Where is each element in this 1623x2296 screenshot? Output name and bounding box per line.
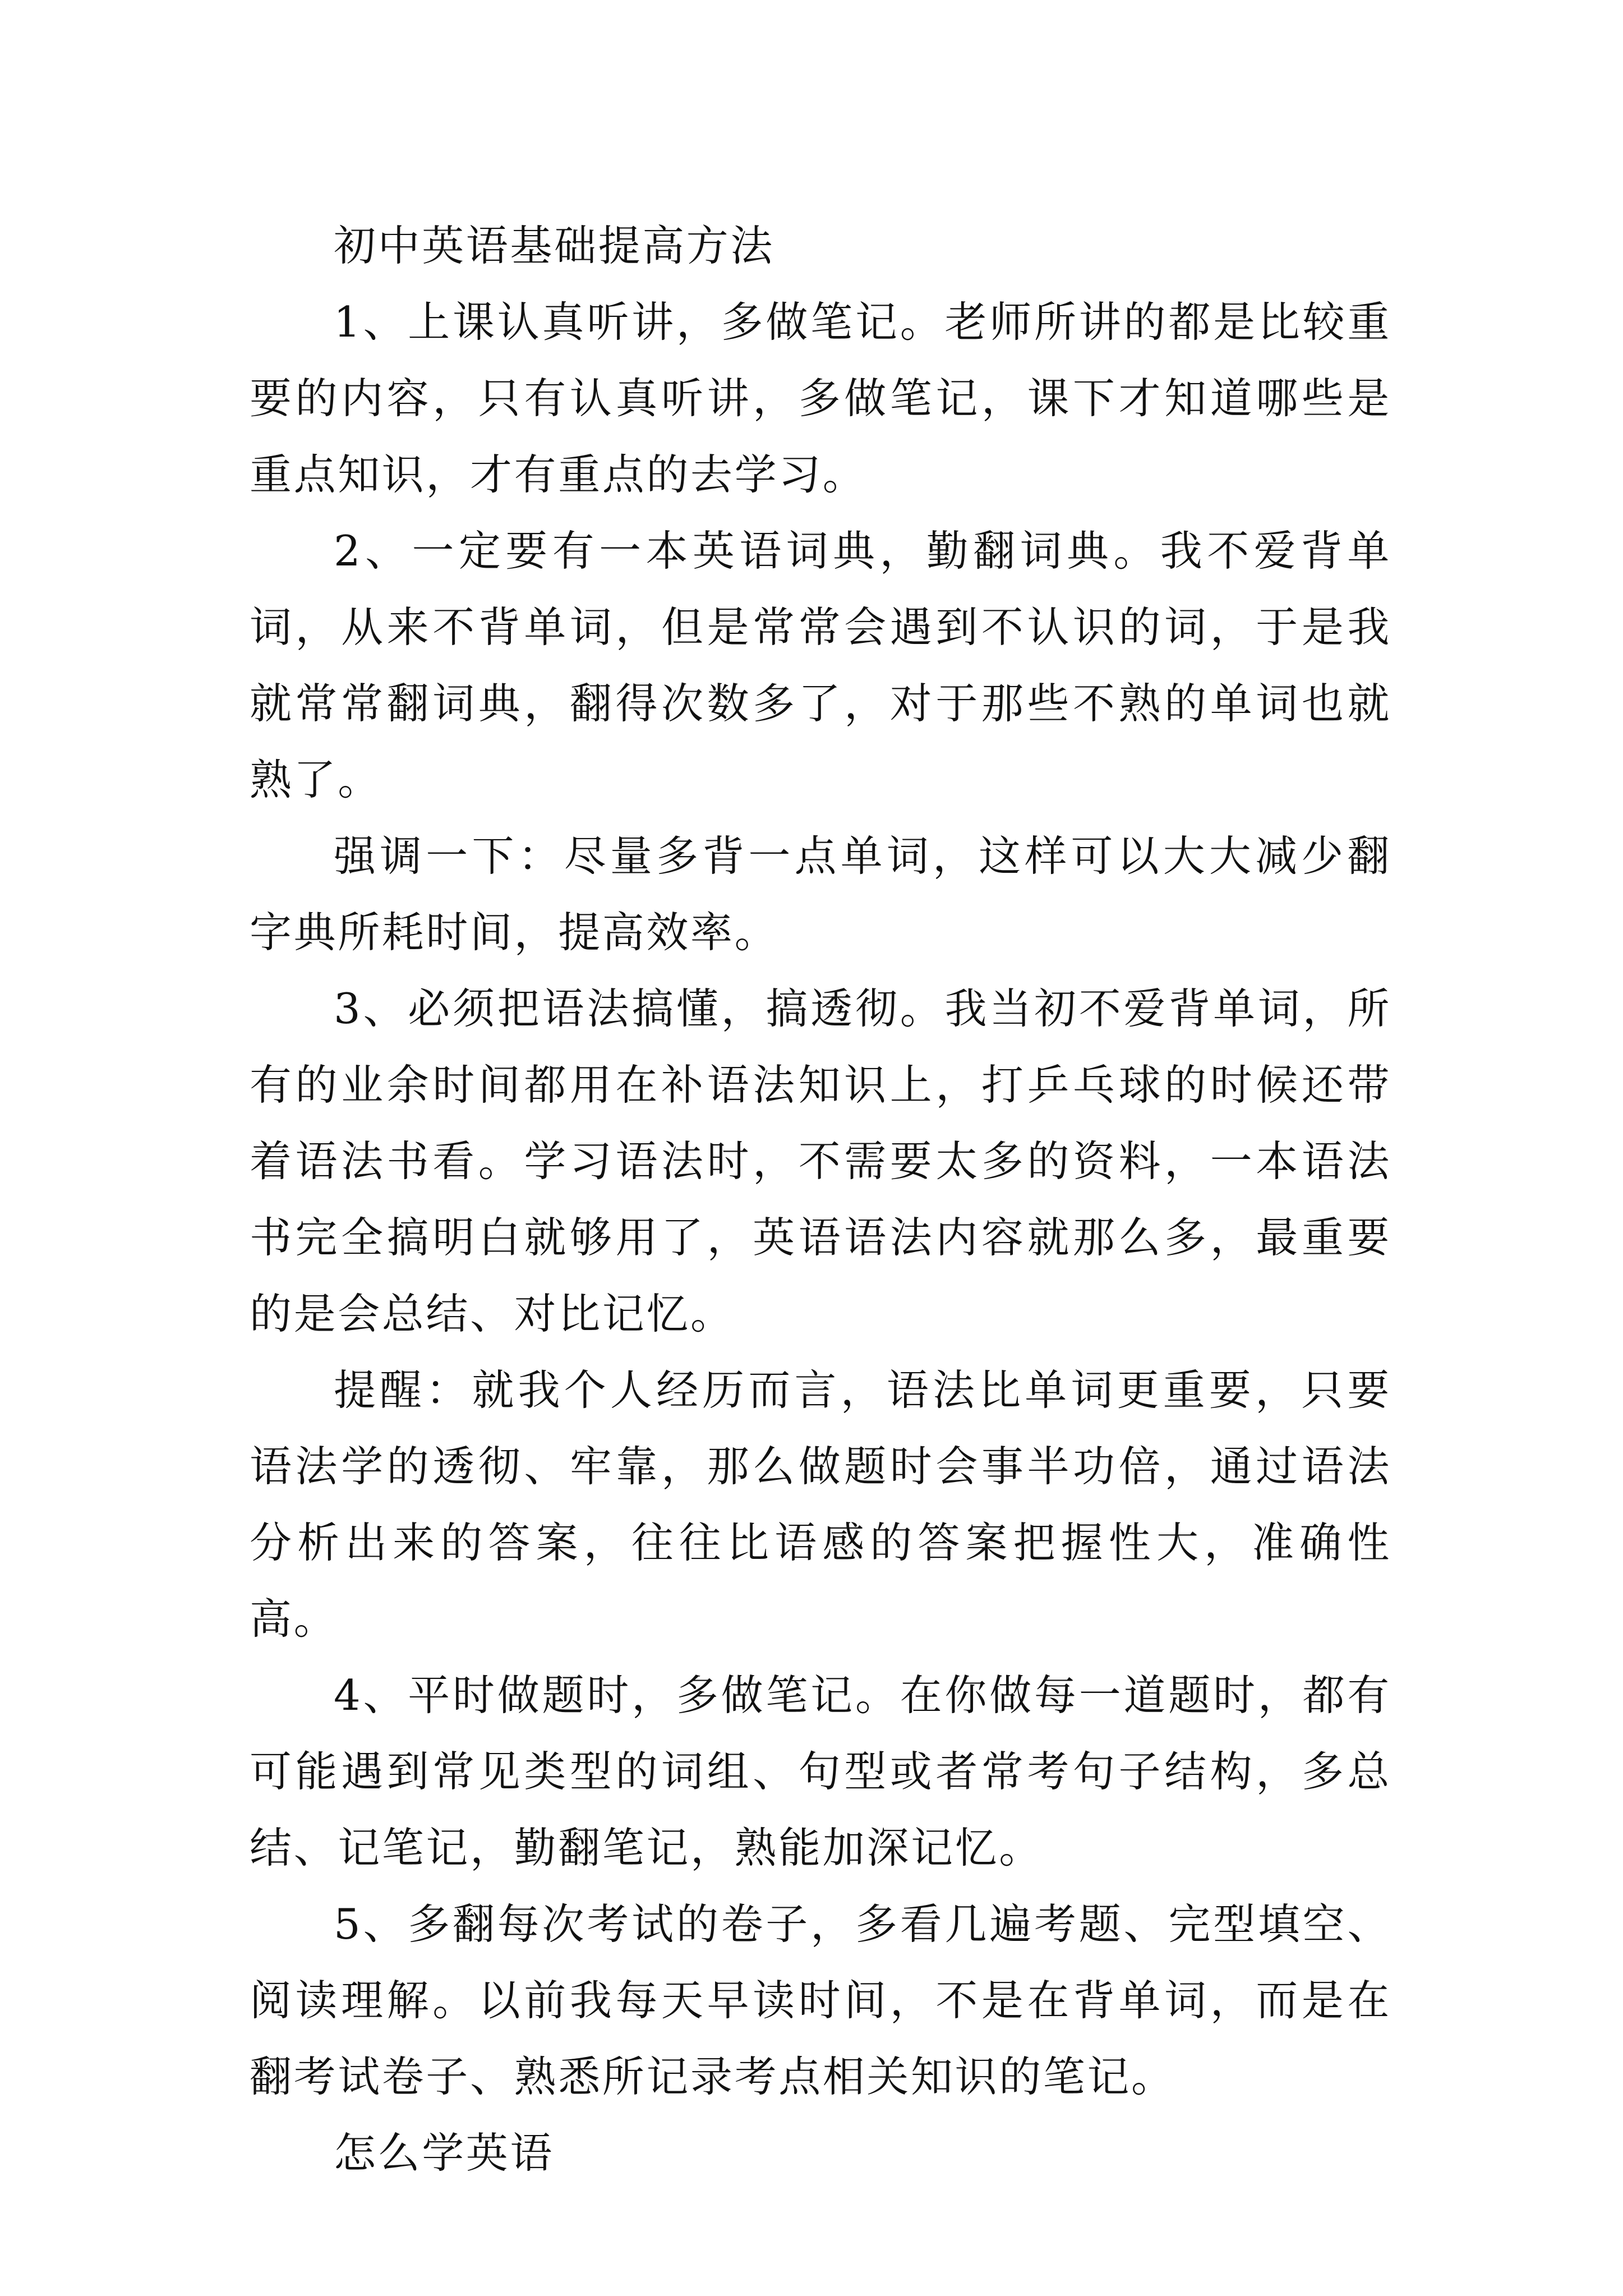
paragraph-5: 提醒：就我个人经历而言，语法比单词更重要，只要语法学的透彻、牢靠，那么做题时会事半功倍，通过语法分析出来的答案，往往比语感的答案把握性大，准确性高。 [250,1365,1391,1644]
document-body [250,208,1391,2191]
document-title: 初中英语基础提高方法 [334,221,775,270]
section-heading: 怎么学英语 [334,2128,555,2178]
paragraph-4: 3、必须把语法搞懂，搞透彻。我当初不爱背单词，所有的业余时间都用在补语法知识上，打乒乓球的时候还带着语法书看。学习语法时，不需要太多的资料，一本语法书完全搞明白就够用了，英语语法内容就那么多，最重要的是会总结、对比记忆。 [250,984,1391,1338]
paragraph-2: 2、一定要有一本英语词典，勤翻词典。我不爱背单词，从来不背单词，但是常常会遇到不认识的词，于是我就常常翻词典，翻得次数多了，对于那些不熟的单词也就熟了。 [250,526,1391,804]
paragraph-3: 强调一下：尽量多背一点单词，这样可以大大减少翻字典所耗时间，提高效率。 [250,831,1391,957]
paragraph-7: 5、多翻每次考试的卷子，多看几遍考题、完型填空、阅读理解。以前我每天早读时间，不是在背单词，而是在翻考试卷子、熟悉所记录考点相关知识的笔记。 [250,1899,1391,2101]
paragraph-6: 4、平时做题时，多做笔记。在你做每一道题时，都有可能遇到常见类型的词组、句型或者常考句子结构，多总结、记笔记，勤翻笔记，熟能加深记忆。 [250,1671,1391,1872]
paragraph-1: 1、上课认真听讲，多做笔记。老师所讲的都是比较重要的内容，只有认真听讲，多做笔记，课下才知道哪些是重点知识，才有重点的去学习。 [250,297,1391,499]
